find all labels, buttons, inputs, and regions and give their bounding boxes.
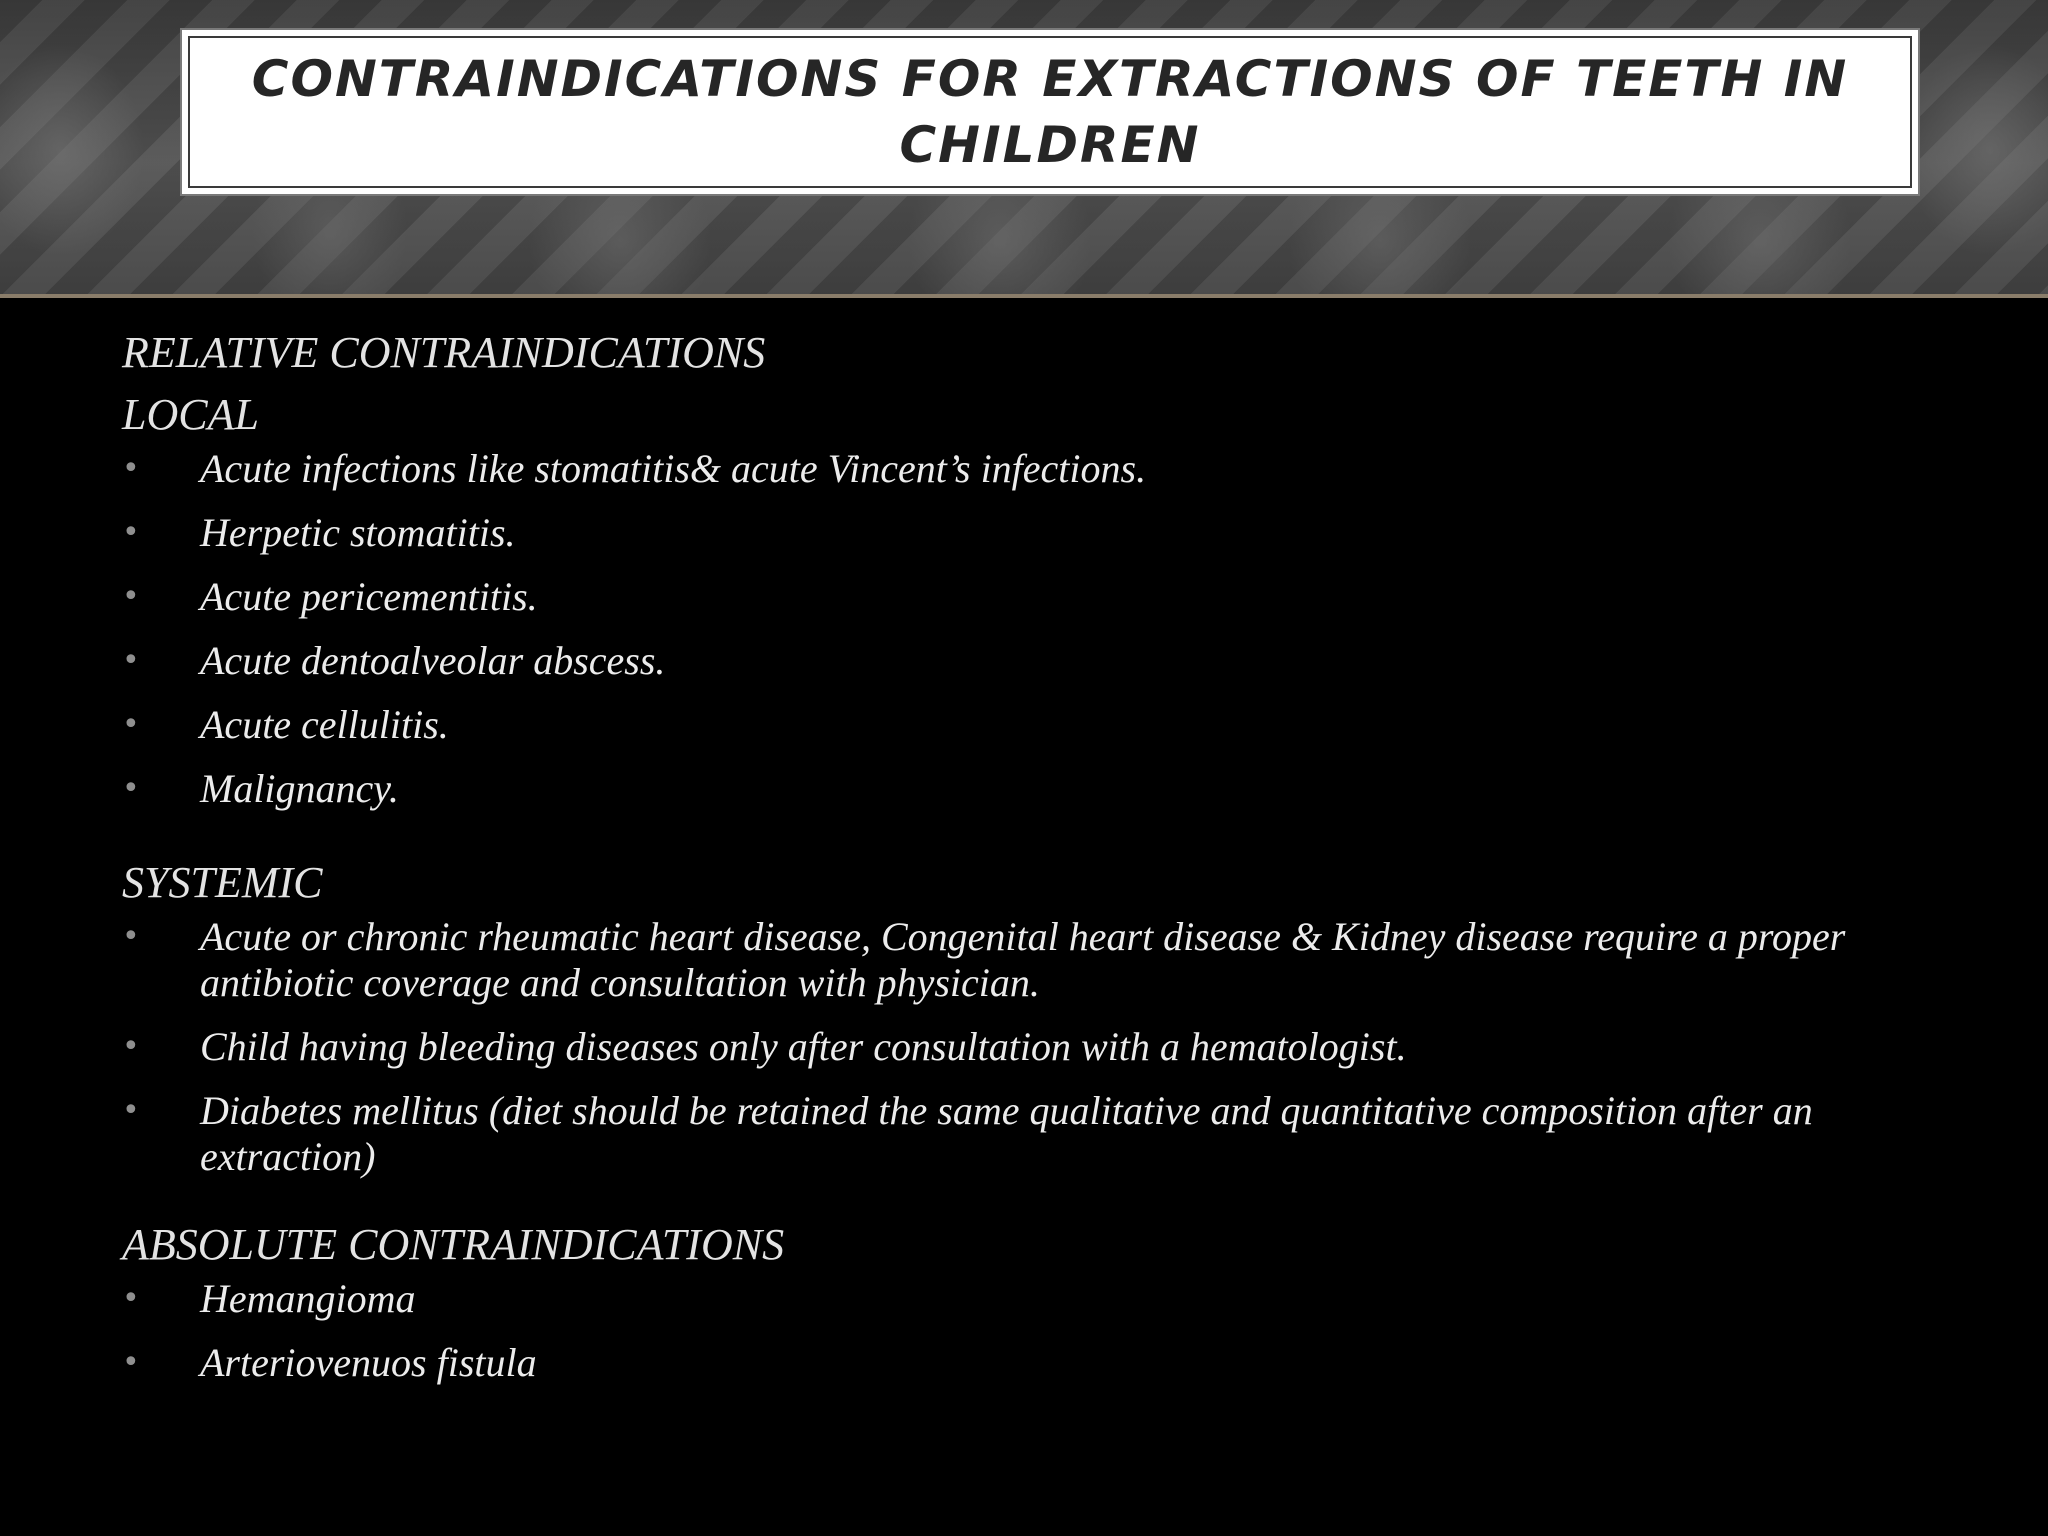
banner-divider [0,294,2048,298]
list-item-text: Acute infections like stomatitis& acute Vincent’s infections. [200,446,1147,491]
list-item [122,638,1952,684]
list-item-text: Arteriovenuos fistula [200,1340,537,1385]
list-item-text: Malignancy. [200,766,399,811]
list-item [122,766,1952,812]
list-item [122,702,1952,748]
bullet-icon: • [122,1281,140,1316]
bullet-icon: • [122,579,140,614]
list-item-text: Acute cellulitis. [200,702,449,747]
bullet-icon: • [122,771,140,806]
bullet-icon: • [122,1093,140,1128]
absolute-contraindications-heading: ABSOLUTE CONTRAINDICATIONS [122,1220,785,1269]
list-item [122,574,1952,620]
list-item [122,914,1952,1006]
list-item-text: Child having bleeding diseases only after consultation with a hematologist. [200,1024,1407,1069]
list-item [122,1340,1952,1386]
list-item [122,1024,1952,1070]
list-item-text: Acute dentoalveolar abscess. [200,638,666,683]
slide-body [122,322,1952,1404]
bullet-icon: • [122,1345,140,1380]
list-item-text: Hemangioma [200,1276,416,1321]
slide-title: CONTRAINDICATIONS FOR EXTRACTIONS OF TEETH IN CHILDREN [251,50,1849,174]
title-box [180,28,1920,196]
list-item-text: Acute or chronic rheumatic heart disease, Congenital heart disease & Kidney disease require a proper antibiotic coverage and consultation with physician. [200,914,1846,1005]
list-item [122,510,1952,556]
systemic-heading: SYSTEMIC [122,858,323,907]
bullet-icon: • [122,451,140,486]
bullet-icon: • [122,707,140,742]
local-list [122,446,1952,812]
bullet-icon: • [122,643,140,678]
list-item [122,1088,1952,1180]
list-item-text: Acute pericementitis. [200,574,538,619]
list-item [122,446,1952,492]
absolute-list [122,1276,1952,1386]
bullet-icon: • [122,1029,140,1064]
bullet-icon: • [122,515,140,550]
list-item-text: Diabetes mellitus (diet should be retained the same qualitative and quantitative composition after an extraction) [200,1088,1813,1179]
local-heading: LOCAL [122,390,259,439]
bullet-icon: • [122,919,140,954]
list-item-text: Herpetic stomatitis. [200,510,516,555]
list-item [122,1276,1952,1322]
systemic-list [122,914,1952,1180]
relative-contraindications-heading: RELATIVE CONTRAINDICATIONS [122,328,766,377]
